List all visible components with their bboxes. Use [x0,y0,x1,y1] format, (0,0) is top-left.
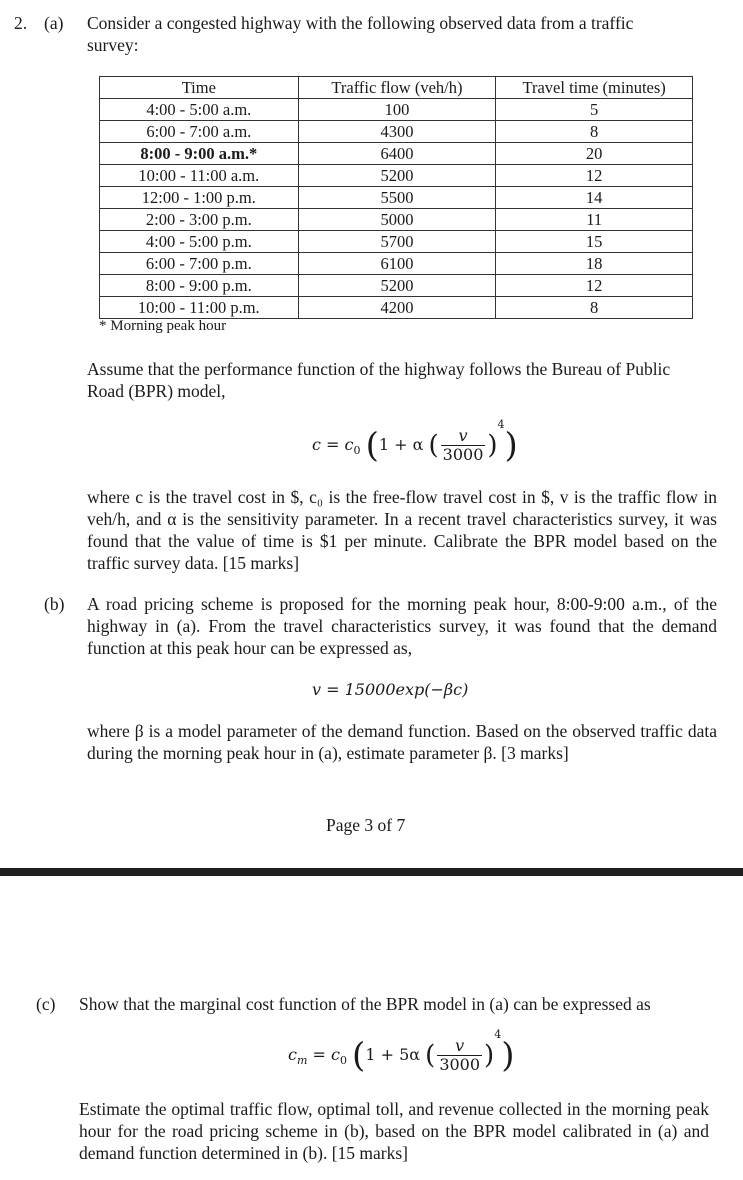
cell-travel: 12 [496,165,693,187]
cell-time: 4:00 - 5:00 a.m. [100,99,299,121]
cell-flow: 6400 [298,143,496,165]
cell-time: 8:00 - 9:00 p.m. [100,275,299,297]
cell-travel: 20 [496,143,693,165]
table-row [100,99,693,121]
table-row [100,121,693,143]
part-a-intro-line2: survey: [87,35,139,55]
cell-travel: 11 [496,209,693,231]
cell-flow: 5200 [298,275,496,297]
cell-flow: 6100 [298,253,496,275]
part-b-where-paragraph: where β is a model parameter of the demand function. Based on the observed traffic data during the morning peak hour in (a), estimate parameter β. [3 marks] [87,721,717,763]
part-c-estimate-paragraph: Estimate the optimal traffic flow, optimal toll, and revenue collected in the morning peak hour for the road pricing scheme in (b), based on the BPR model calibrated in (a) and demand function determined in (b). [15 marks] [79,1099,709,1163]
cell-time: 10:00 - 11:00 p.m. [100,297,299,319]
cell-travel: 5 [496,99,693,121]
cell-travel: 14 [496,187,693,209]
cell-travel: 18 [496,253,693,275]
cell-time: 2:00 - 3:00 p.m. [100,209,299,231]
part-a-intro-line1: Consider a congested highway with the following observed data from a traffic [87,13,634,33]
cell-time: 12:00 - 1:00 p.m. [100,187,299,209]
part-b-paragraph: A road pricing scheme is proposed for the morning peak hour, 8:00-9:00 a.m., of the highway in (a). From the travel characteristics survey, it was found that the demand function at this peak hour can be expressed as, [87,594,717,658]
part-a-where-paragraph: where c is the travel cost in $, c₀ is the free-flow travel cost in $, v is the traffic flow in veh/h, and α is the sensitivity parameter. In a recent travel characteristics survey, it was found that the value of time is $1 per minute. Calibrate the BPR model based on the traffic survey data. [15 marks] [87,487,717,573]
marginal-cost-equation: $c_m = c_0$ (1 + 5α ( $\frac{v}{3000}$ )$^4$) [288,1028,515,1076]
cell-flow: 5700 [298,231,496,253]
cell-flow: 100 [298,99,496,121]
table-row [100,209,693,231]
table-row [100,187,693,209]
table-header-row [100,77,693,99]
cell-flow: 5500 [298,187,496,209]
cell-time: 6:00 - 7:00 p.m. [100,253,299,275]
page-divider [0,868,743,876]
question-number: 2. [14,13,28,33]
cell-travel: 15 [496,231,693,253]
cell-flow: 4200 [298,297,496,319]
part-c-label: (c) [36,994,56,1014]
cell-travel: 8 [496,297,693,319]
cell-time: 4:00 - 5:00 p.m. [100,231,299,253]
cell-flow: 5200 [298,165,496,187]
part-c-paragraph: Show that the marginal cost function of the BPR model in (a) can be expressed as [79,994,651,1014]
part-a-label: (a) [44,13,64,33]
table-row [100,253,693,275]
header-time: Time [100,77,299,99]
cell-time: 8:00 - 9:00 a.m.* [100,143,299,165]
assume-line1: Assume that the performance function of the highway follows the Bureau of Public [87,359,671,379]
part-b-label: (b) [44,594,65,614]
bpr-equation: $c = c_0$ (1 + α ( $\frac{v}{3000}$ )$^4$) [312,418,518,466]
table-row [100,297,693,319]
cell-flow: 5000 [298,209,496,231]
demand-equation: v = 15000exp(−βc) [312,680,469,699]
header-travel-time: Travel time (minutes) [496,77,693,99]
assume-line2: Road (BPR) model, [87,381,226,401]
cell-travel: 12 [496,275,693,297]
cell-time: 10:00 - 11:00 a.m. [100,165,299,187]
table-row [100,165,693,187]
cell-travel: 8 [496,121,693,143]
cell-time: 6:00 - 7:00 a.m. [100,121,299,143]
table-row-peak [100,143,693,165]
traffic-survey-table [99,76,693,319]
table-row [100,275,693,297]
page-number: Page 3 of 7 [326,815,406,835]
header-flow: Traffic flow (veh/h) [298,77,496,99]
cell-flow: 4300 [298,121,496,143]
table-footnote: * Morning peak hour [99,318,227,334]
table-row [100,231,693,253]
